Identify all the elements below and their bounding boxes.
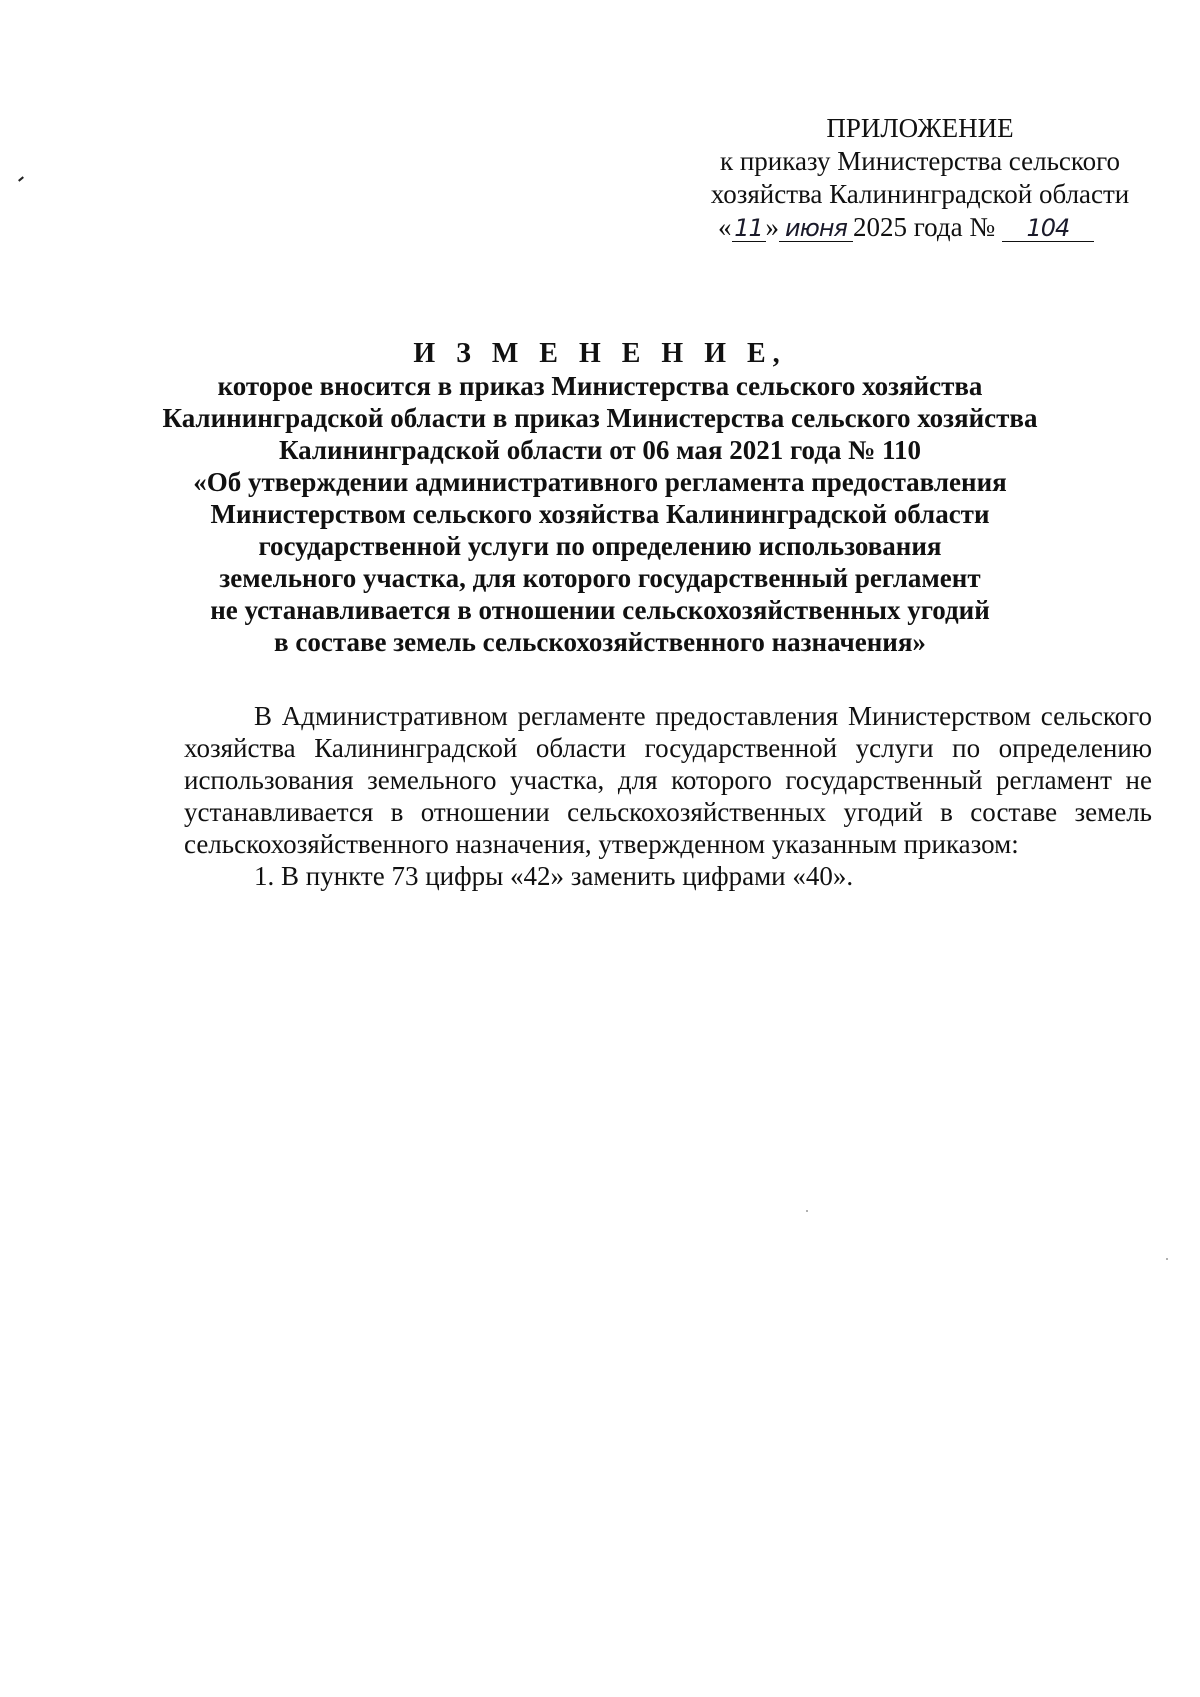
order-number-handwritten: 104 xyxy=(1026,214,1070,242)
document-body xyxy=(184,700,1152,892)
scan-speck xyxy=(1166,1258,1168,1260)
date-open-quote: « xyxy=(718,212,732,242)
appendix-title: ПРИЛОЖЕНИЕ xyxy=(826,113,1014,143)
scan-mark xyxy=(18,176,24,181)
title-line: Калининградской области от 06 мая 2021 года № 110 xyxy=(278,435,922,465)
title-line: Министерством сельского хозяйства Калининградской области xyxy=(210,499,990,529)
scan-speck xyxy=(806,1210,808,1212)
appendix-block xyxy=(700,112,1140,244)
title-line: «Об утверждении административного регламента предоставления xyxy=(193,467,1007,497)
title-line: земельного участка, для которого государственный регламент xyxy=(219,563,981,593)
date-day-field xyxy=(732,214,766,242)
title-line: государственной услуги по определению использования xyxy=(258,531,942,561)
title-line: в составе земель сельскохозяйственного назначения» xyxy=(274,627,926,657)
title-line: Калининградской области в приказ Министерства сельского хозяйства xyxy=(162,403,1038,433)
date-day-handwritten: 11 xyxy=(734,214,763,242)
appendix-line-2: хозяйства Калининградской области xyxy=(710,179,1130,209)
date-month-handwritten: июня xyxy=(785,214,847,242)
document-title xyxy=(120,338,1080,658)
date-month-field xyxy=(779,214,853,242)
date-year-text: 2025 года № xyxy=(853,212,996,242)
title-line: которое вносится в приказ Министерства сельского хозяйства xyxy=(217,371,983,401)
body-paragraph: В Административном регламенте предоставления Министерством сельского хозяйства Калининградской области государственной услуги по определению использования земельного участка, для которого государственный регламент не устанавливается в отношении сельскохозяйственных угодий в составе земель сельскохозяйственного назначения, утвержденном указанным приказом: xyxy=(184,701,1152,859)
title-line: не устанавливается в отношении сельскохозяйственных угодий xyxy=(210,595,990,625)
order-number-field xyxy=(1002,214,1094,242)
date-close-quote: » xyxy=(765,212,779,242)
title-heading: И З М Е Н Е Н И Е, xyxy=(413,338,787,369)
appendix-line-1: к приказу Министерства сельского xyxy=(719,146,1121,176)
appendix-date-line xyxy=(700,211,1140,244)
amendment-item-1: 1. В пункте 73 цифры «42» заменить цифрами «40». xyxy=(254,861,854,891)
